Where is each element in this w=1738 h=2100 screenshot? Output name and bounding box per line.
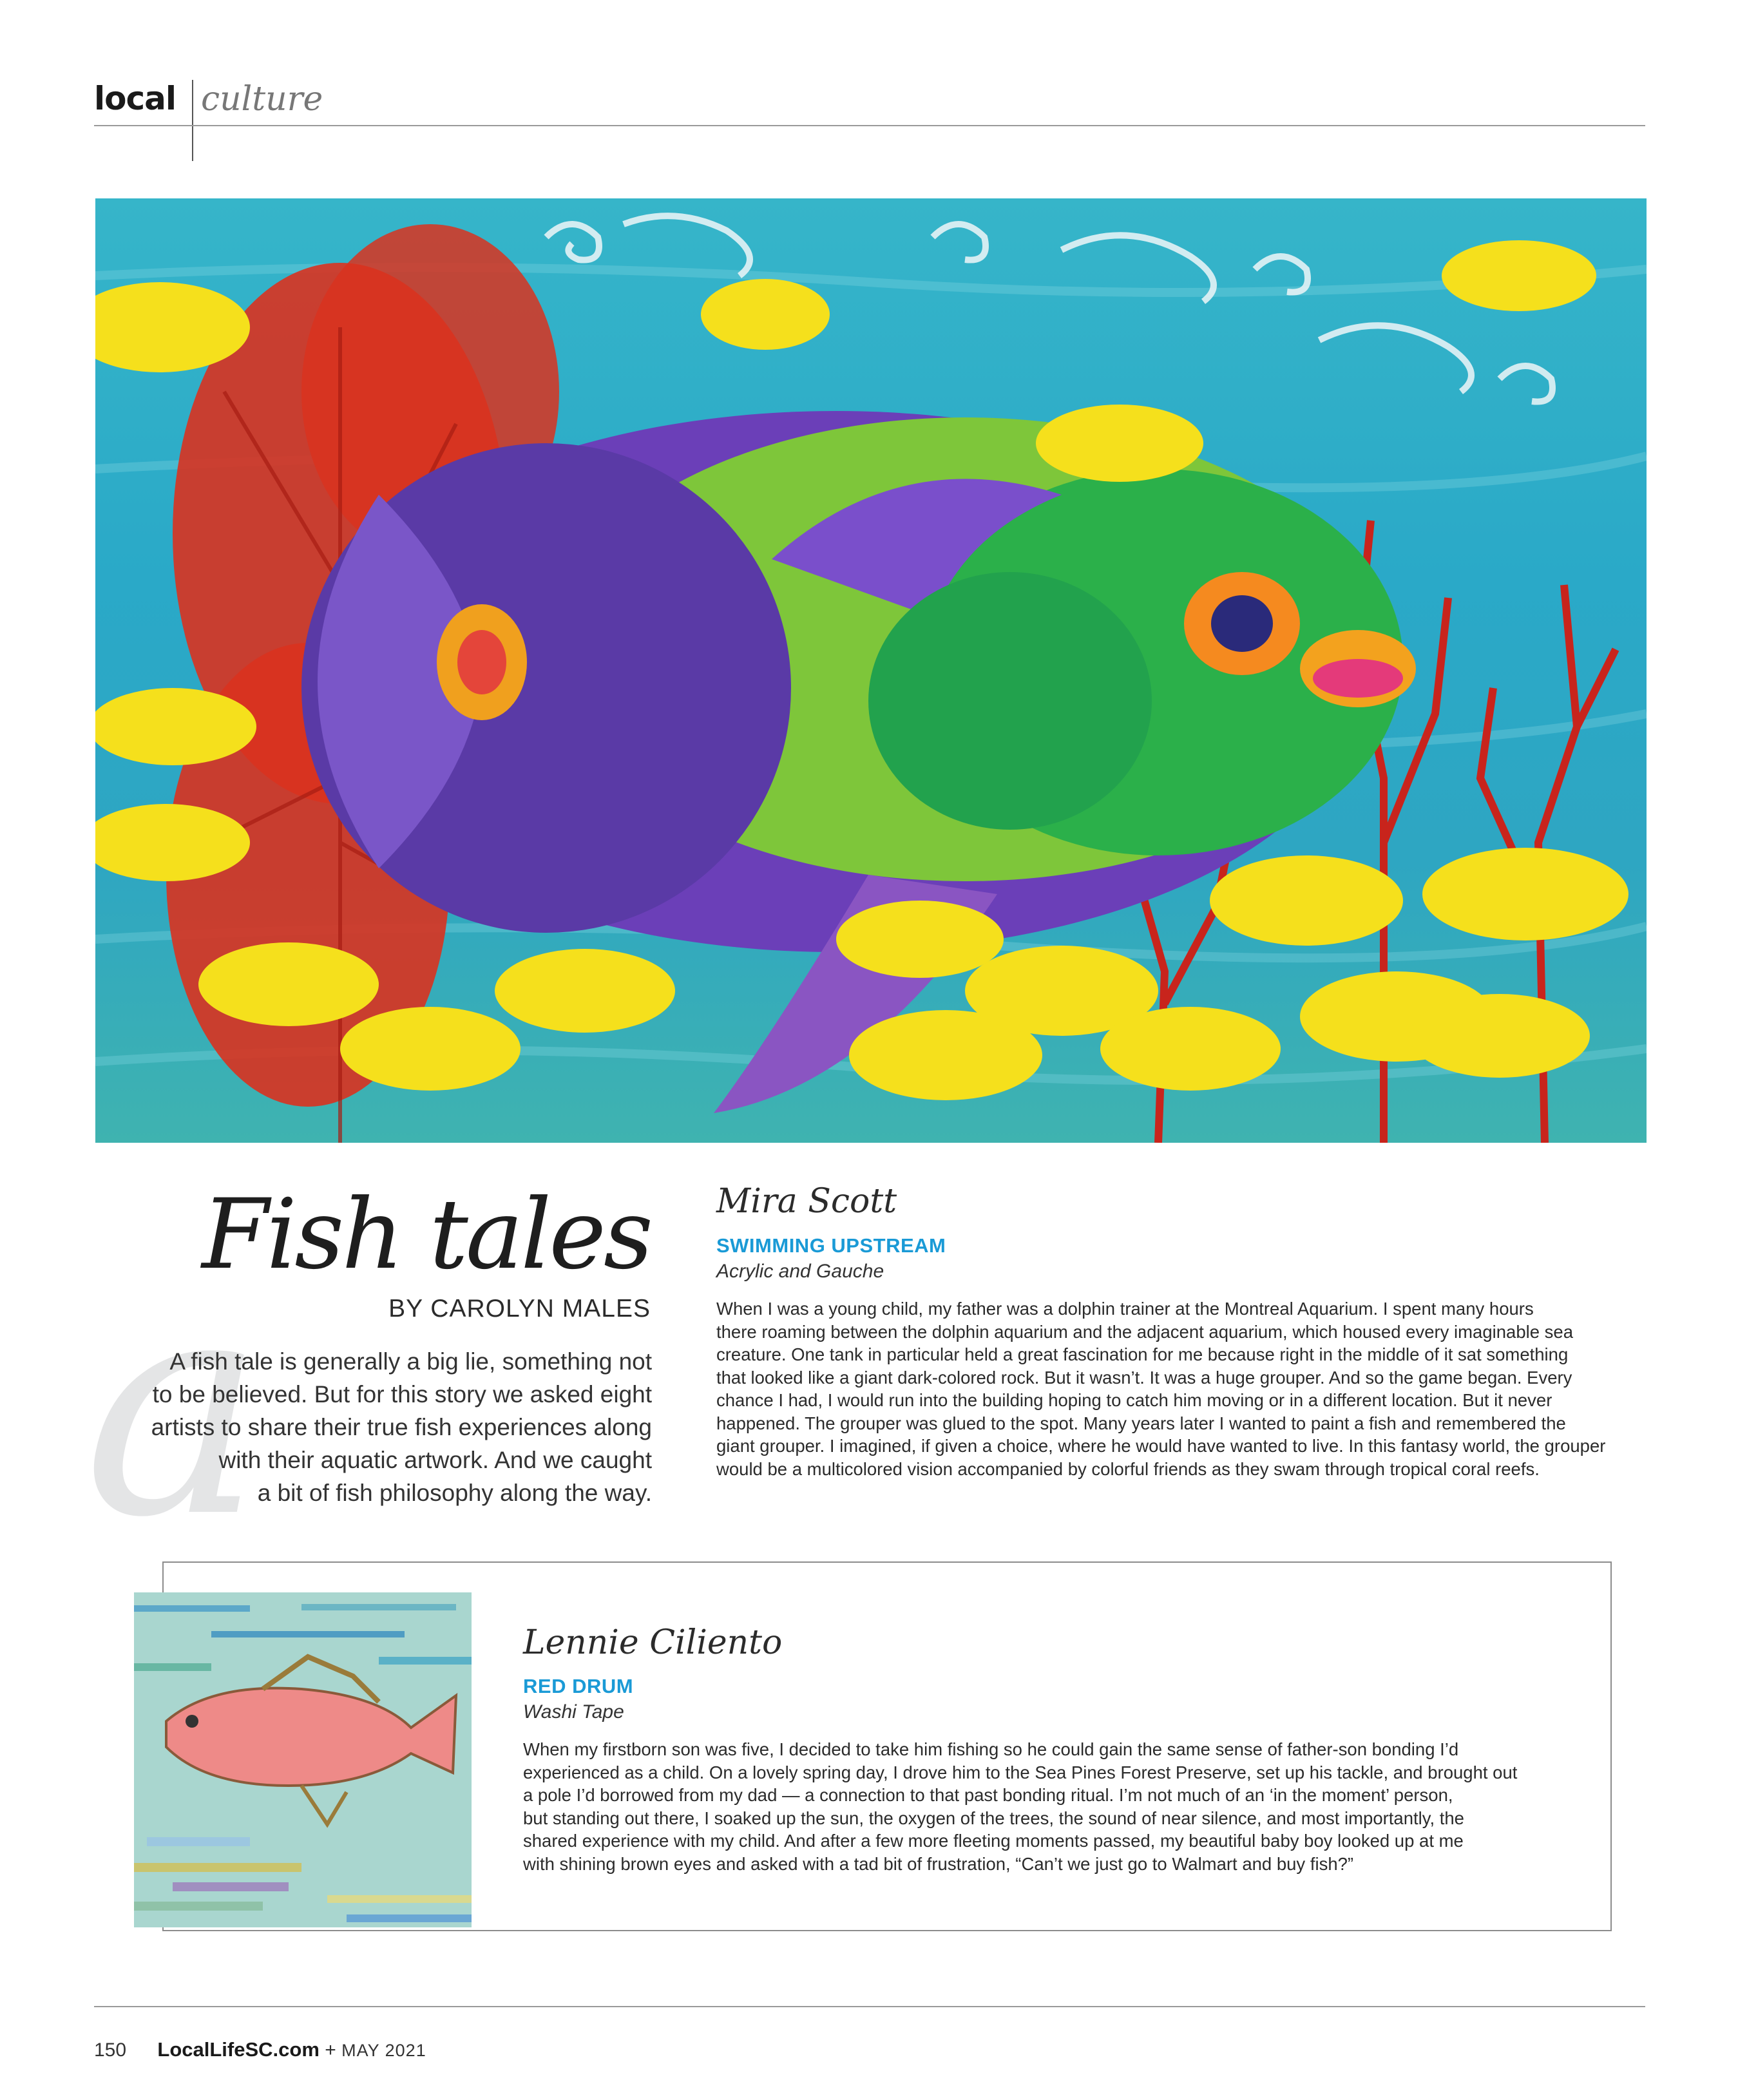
issue-date: MAY 2021 [341, 2041, 426, 2060]
story-line: chance I had, I would run into the building hoping to catch him moving or in a different location. But it never [716, 1390, 1552, 1410]
work-title: SWIMMING UPSTREAM [716, 1234, 946, 1257]
story-line: a pole I’d borrowed from my dad — a connection to that past bonding ritual. I’m not much of an ‘in the moment’ person, [523, 1785, 1453, 1805]
artist-story [523, 1738, 1580, 1875]
artist-name: Mira Scott [716, 1182, 897, 1221]
story-line: that looked like a giant dark-colored rock. But it wasn’t. It was a huge grouper. And so the game began. Every [716, 1367, 1572, 1388]
story-line: giant grouper. I imagined, if given a choice, where he would have wanted to live. In this fantasy world, the grouper [716, 1436, 1606, 1456]
page-footer [94, 2038, 426, 2061]
story-line: would be a multicolored vision accompanied by colorful friends as they swam through tropical coral reefs. [716, 1458, 1540, 1479]
intro-line: a bit of fish philosophy along the way. [257, 1480, 652, 1506]
intro-line: A fish tale is generally a big lie, something not [169, 1348, 652, 1375]
article-byline: BY CAROLYN MALES [388, 1295, 651, 1322]
article-intro [129, 1345, 652, 1509]
intro-line: to be believed. But for this story we asked eight [152, 1381, 652, 1408]
story-line: shared experience with my child. And after a few more fleeting moments passed, my beautiful baby boy looked up at me [523, 1831, 1464, 1851]
decorative-dropcap: a [84, 1231, 265, 1583]
subsection-label: culture [201, 80, 323, 119]
story-line: but standing out there, I soaked up the sun, the oxygen of the trees, the sound of near silence, and most importantly, the [523, 1808, 1464, 1828]
work-medium: Washi Tape [523, 1701, 624, 1723]
work-medium: Acrylic and Gauche [716, 1261, 884, 1282]
story-line: creature. One tank in particular held a great fascination for me because right in the middle of it sat something [716, 1344, 1569, 1364]
article-title: Fish tales [202, 1179, 651, 1291]
header-divider [192, 80, 193, 161]
intro-line: artists to share their true fish experiences along [151, 1414, 652, 1440]
story-line: When my firstborn son was five, I decided to take him fishing so he could gain the same sense of father-son bonding I’d [523, 1739, 1459, 1759]
red-drum-artwork [134, 1592, 472, 1927]
hero-painting [95, 198, 1647, 1143]
story-line: experienced as a child. On a lovely spring day, I drove him to the Sea Pines Forest Preserve, set up his tackle, and brought out [523, 1762, 1518, 1782]
page-number: 150 [94, 2039, 127, 2061]
footer-separator: + [325, 2039, 336, 2061]
intro-line: with their aquatic artwork. And we caught [218, 1447, 652, 1473]
header-rule [94, 125, 1645, 126]
artist-story [716, 1297, 1650, 1480]
story-line: When I was a young child, my father was a dolphin trainer at the Montreal Aquarium. I spent many hours [716, 1299, 1534, 1319]
story-line: there roaming between the dolphin aquarium and the adjacent aquarium, which housed every imaginable sea [716, 1321, 1574, 1342]
work-title: RED DRUM [523, 1675, 634, 1697]
story-line: happened. The grouper was glued to the spot. Many years later I wanted to paint a fish and remembered the [716, 1413, 1566, 1433]
footer-rule [94, 2006, 1645, 2007]
story-line: with shining brown eyes and asked with a tad bit of frustration, “Can’t we just go to Walmart and buy fish?” [523, 1853, 1354, 1874]
artist-name: Lennie Ciliento [523, 1623, 783, 1662]
washi-tape-fish-art [134, 1592, 472, 1927]
site-link[interactable]: LocalLifeSC.com [157, 2038, 320, 2061]
grouper-painting-art [95, 198, 1647, 1143]
section-label: local [94, 80, 177, 117]
